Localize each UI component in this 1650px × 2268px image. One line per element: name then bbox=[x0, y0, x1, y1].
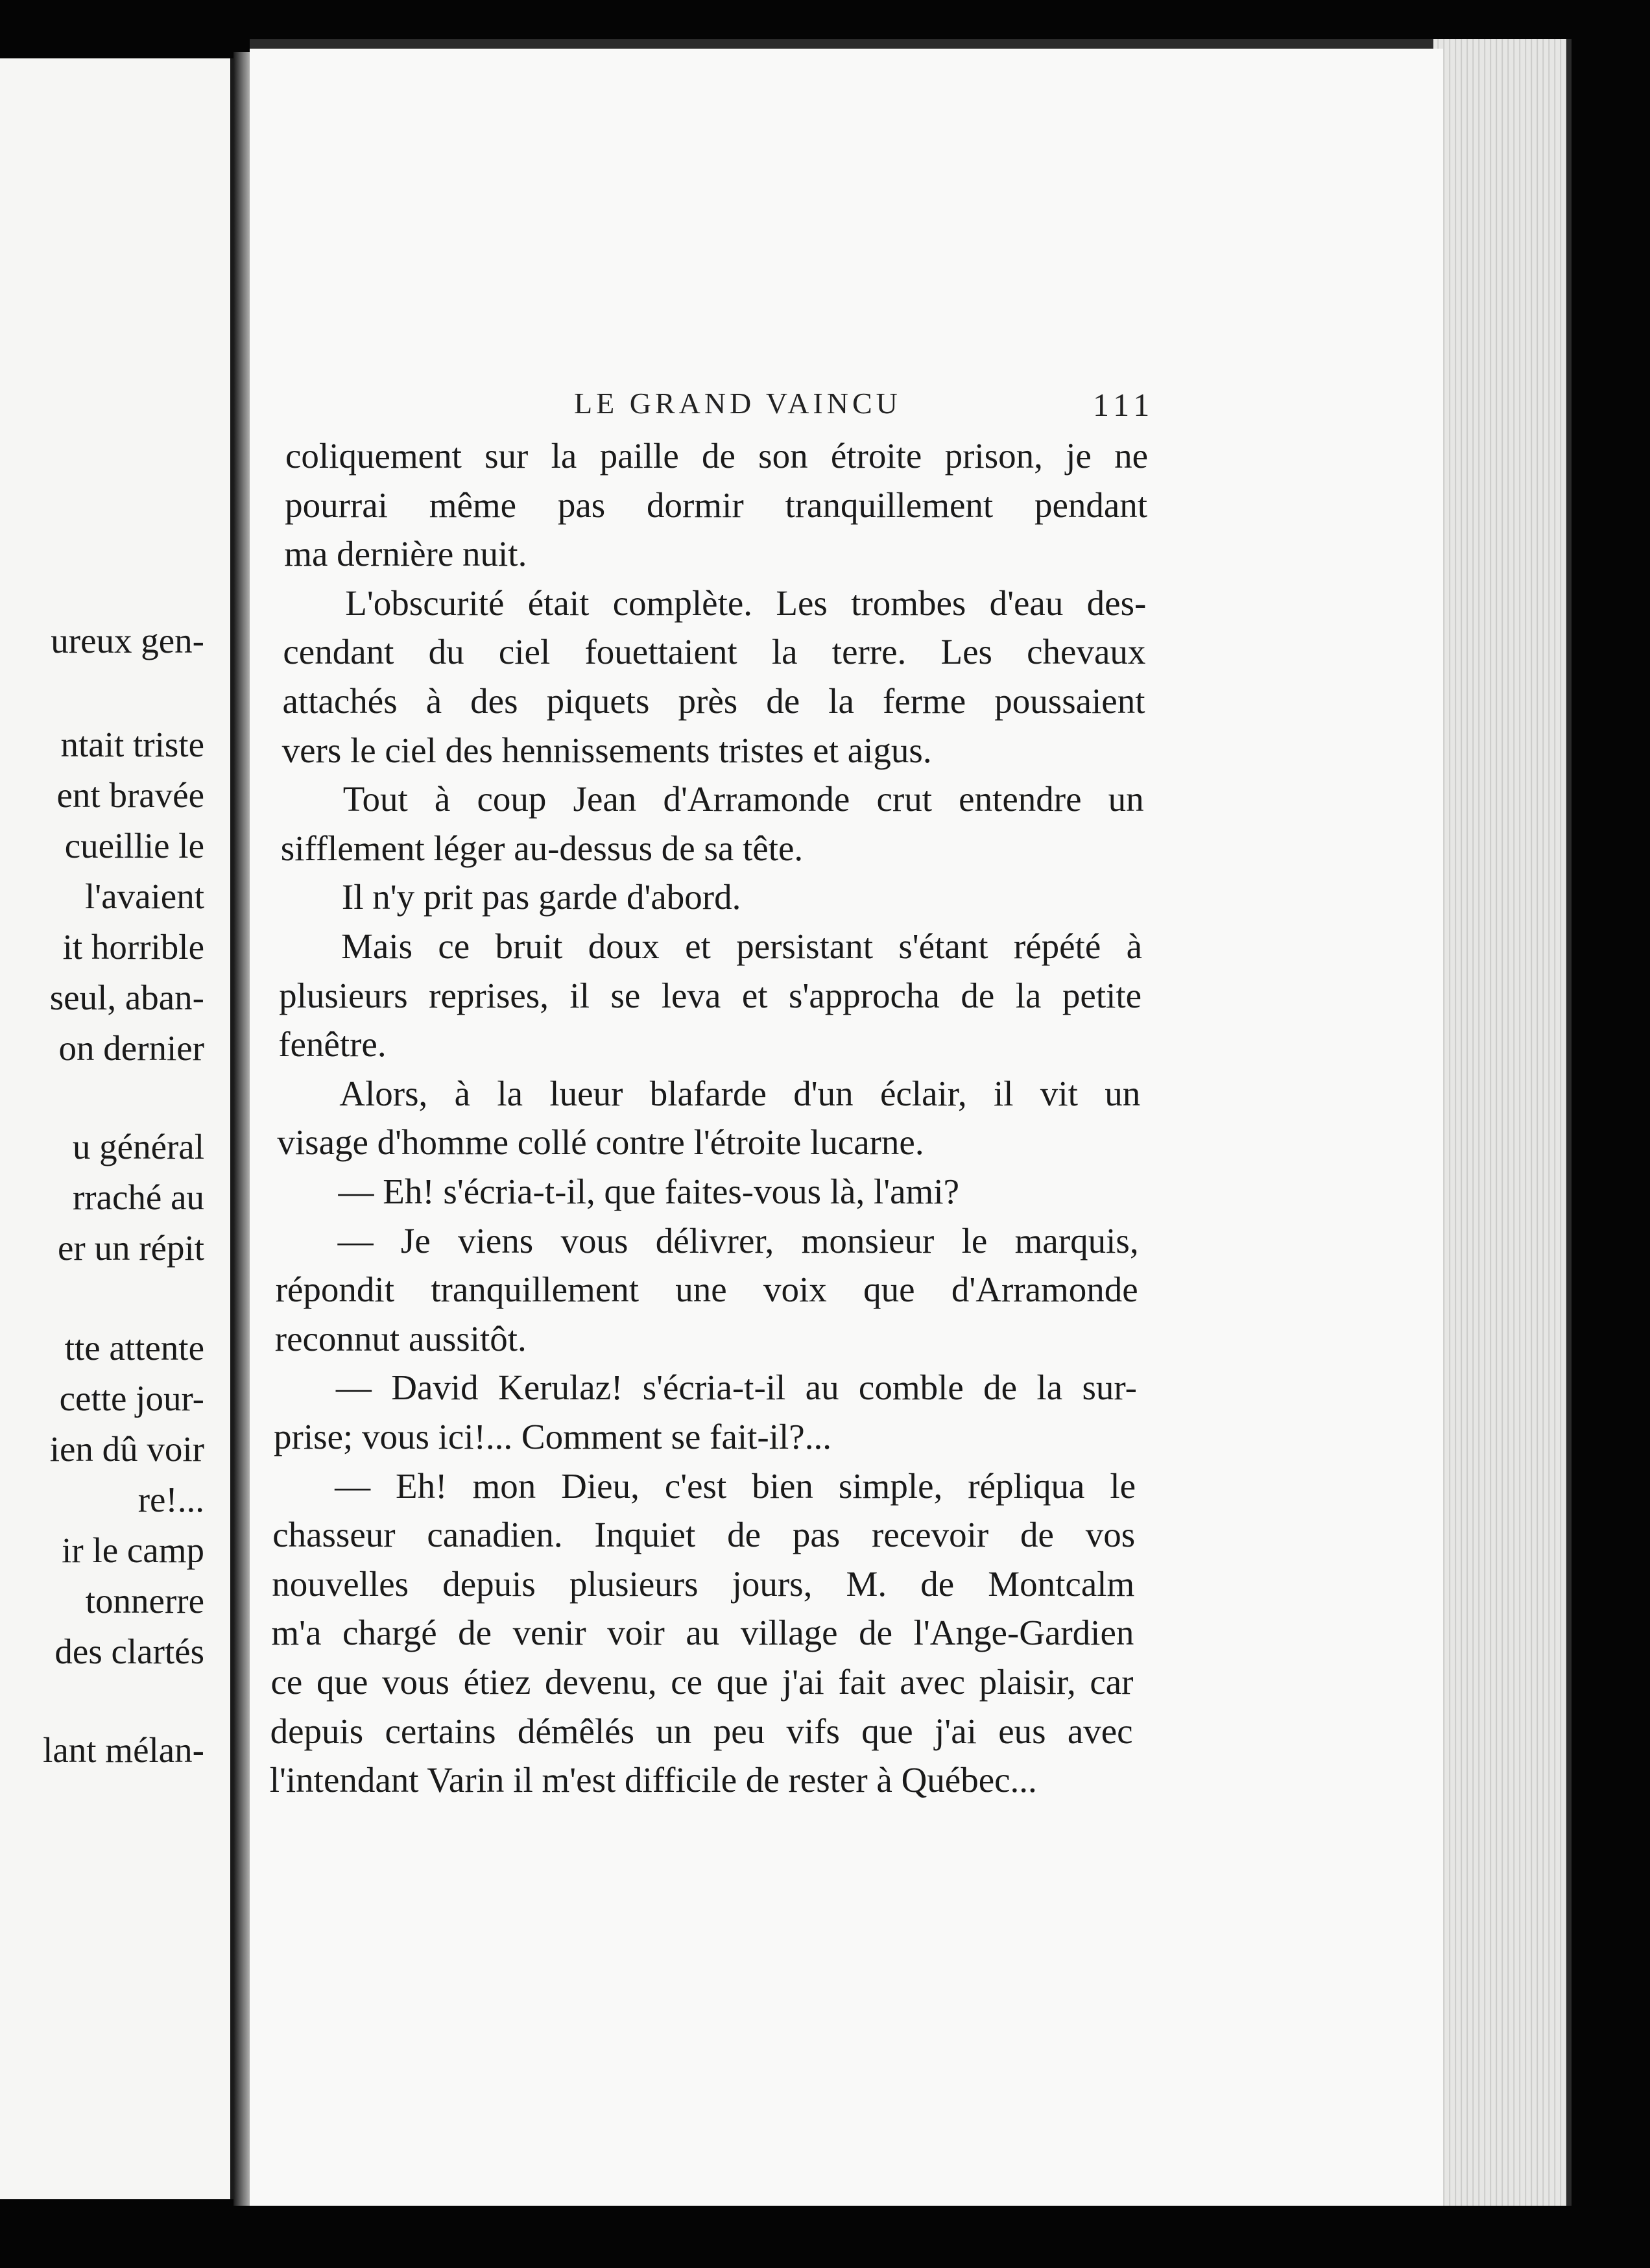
text-line: prise; vous ici!... Comment se fait-il?... bbox=[274, 1417, 831, 1456]
left-page-line: l'avaient bbox=[85, 876, 204, 916]
text-line: depuis certains démêlés un peu vifs que j'ai eus avec bbox=[270, 1711, 1133, 1751]
left-page-line: cette jour- bbox=[59, 1379, 204, 1418]
text-line: — David Kerulaz! s'écria-t-il au comble de la sur- bbox=[335, 1368, 1137, 1408]
left-page-line: er un répit bbox=[57, 1228, 204, 1268]
text-line: cendant du ciel fouettaient la terre. Les chevaux bbox=[283, 632, 1146, 672]
text-line: visage d'homme collé contre l'étroite lucarne. bbox=[277, 1122, 924, 1163]
text-line: m'a chargé de venir voir au village de l'Ange-Gardien bbox=[271, 1613, 1134, 1653]
left-page-line: ien dû voir bbox=[49, 1429, 204, 1469]
text-line: Alors, à la lueur blafarde d'un éclair, il vit un bbox=[339, 1073, 1141, 1113]
page-number: 111 bbox=[1093, 387, 1155, 423]
page-edges bbox=[1433, 39, 1572, 2206]
text-line: vers le ciel des hennissements tristes et aigus. bbox=[281, 730, 932, 770]
text-line: chasseur canadien. Inquiet de pas recevoir de vos bbox=[272, 1515, 1136, 1555]
running-title: LE GRAND VAINCU bbox=[574, 387, 902, 420]
left-page-line: ureux gen- bbox=[51, 621, 204, 660]
left-page-line: ent bravée bbox=[56, 775, 204, 815]
text-line: coliquement sur la paille de son étroite prison, je ne bbox=[285, 436, 1148, 476]
left-page-line: cueillie le bbox=[64, 826, 204, 865]
text-line: attachés à des piquets près de la ferme poussaient bbox=[282, 681, 1145, 721]
text-line: Mais ce bruit doux et persistant s'étant répété à bbox=[341, 926, 1142, 966]
text-line: reconnut aussitôt. bbox=[274, 1318, 527, 1358]
right-page bbox=[250, 49, 1443, 2206]
text-line: — Eh! mon Dieu, c'est bien simple, répliqua le bbox=[335, 1466, 1136, 1506]
left-page-line: re!... bbox=[138, 1480, 204, 1519]
left-page-line: u général bbox=[72, 1127, 204, 1166]
text-line: ce que vous étiez devenu, ce que j'ai fait avec plaisir, car bbox=[270, 1662, 1134, 1702]
left-page-line: tte attente bbox=[64, 1328, 204, 1368]
text-line: ma dernière nuit. bbox=[284, 534, 527, 574]
text-line: sifflement léger au-dessus de sa tête. bbox=[280, 828, 804, 868]
text-line: Il n'y prit pas garde d'abord. bbox=[341, 877, 741, 917]
text-line: pourrai même pas dormir tranquillement pendant bbox=[285, 485, 1148, 525]
text-line: L'obscurité était complète. Les trombes d'eau des- bbox=[345, 583, 1147, 623]
text-line: l'intendant Varin il m'est difficile de rester à Québec... bbox=[269, 1760, 1037, 1800]
left-page-line: on dernier bbox=[58, 1028, 204, 1068]
running-head bbox=[250, 386, 1443, 431]
left-page-line: it horrible bbox=[62, 927, 204, 967]
left-page-line: tonnerre bbox=[85, 1581, 204, 1621]
text-line: nouvelles depuis plusieurs jours, M. de Montcalm bbox=[272, 1563, 1135, 1604]
text-line: — Je viens vous délivrer, monsieur le marquis, bbox=[337, 1220, 1139, 1261]
left-page-line: lant mélan- bbox=[43, 1730, 204, 1770]
left-page-line: ntait triste bbox=[60, 725, 204, 764]
text-line: répondit tranquillement une voix que d'Arramonde bbox=[275, 1270, 1138, 1310]
text-line: plusieurs reprises, il se leva et s'approcha de la petite bbox=[279, 975, 1142, 1015]
left-page-line: ir le camp bbox=[62, 1530, 204, 1570]
left-page-line: seul, aban- bbox=[49, 978, 204, 1017]
left-page bbox=[0, 58, 242, 2199]
text-line: Tout à coup Jean d'Arramonde crut entendre un bbox=[342, 779, 1144, 819]
text-line: fenêtre. bbox=[278, 1024, 387, 1065]
text-line: — Eh! s'écria-t-il, que faites-vous là, l'ami? bbox=[338, 1172, 960, 1211]
left-page-line: des clartés bbox=[54, 1632, 204, 1671]
left-page-line: rraché au bbox=[72, 1177, 204, 1217]
